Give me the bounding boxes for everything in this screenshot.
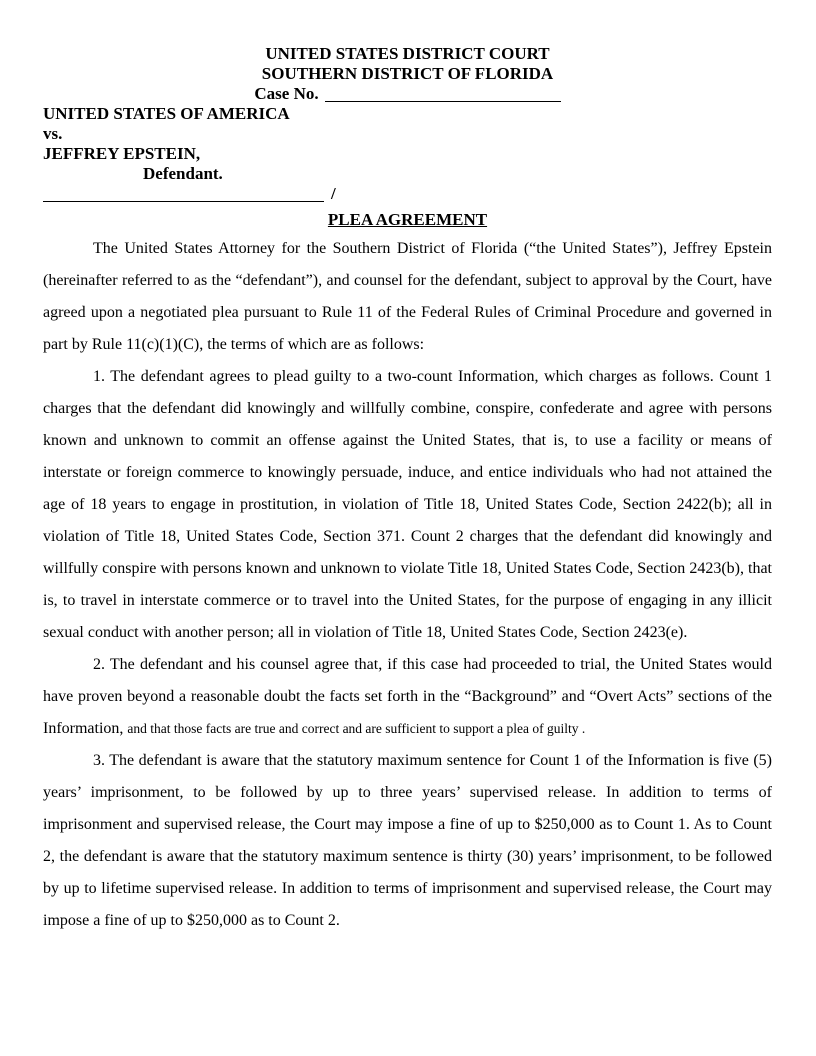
paragraph-2-normal-text: 2. The defendant and his counsel agree that, if this case had proceeded to trial, the United States would have proven beyond a reasonable doubt the facts set forth in the “Background” and “Overt Acts” sections of the Information, [43,656,772,737]
caption-separator-line [43,186,324,202]
defendant-name: JEFFREY EPSTEIN, [43,144,201,163]
case-number-row [43,84,772,104]
case-number-blank-line [325,86,561,102]
paragraph-intro: The United States Attorney for the Southern District of Florida (“the United States”), Jeffrey Epstein (hereinafter referred to as the “defendant”), and counsel for the defendant, subject to approval by the Court, have agreed upon a negotiated plea pursuant to Rule 11 of the Federal Rules of Criminal Procedure and governed in part by Rule 11(c)(1)(C), the terms of which are as follows: [43,240,772,353]
paragraph-2-small-text: and that those facts are true and correct and are sufficient to support a plea of guilty . [127,721,586,736]
court-header [43,44,772,84]
caption-separator [43,184,772,204]
document-body [43,233,772,937]
case-caption [43,104,772,184]
paragraph-1-charges: 1. The defendant agrees to plead guilty to a two-count Information, which charges as follows. Count 1 charges that the defendant did knowingly and willfully combine, conspire, confederate and agree with persons known and unknown to commit an offense against the United States, that is, to use a facility or means of interstate or foreign commerce to knowingly persuade, induce, and entice individuals who had not attained the age of 18 years to engage in prostitution, in violation of Title 18, United States Code, Section 2422(b); all in violation of Title 18, United States Code, Section 371. Count 2 charges that the defendant did knowingly and willfully conspire with persons known and unknown to violate Title 18, United States Code, Section 2423(b), that is, to travel in interstate commerce or to travel into the United States, for the purpose of engaging in any illicit sexual conduct with another person; all in violation of Title 18, United States Code, Section 2423(e). [43,368,772,641]
document-title [43,210,772,230]
court-name: UNITED STATES DISTRICT COURT [265,44,550,63]
plaintiff-name: UNITED STATES OF AMERICA [43,104,290,123]
vs-label: vs. [43,124,63,143]
case-number-label: Case No. [254,84,319,103]
caption-separator-slash: / [331,184,336,203]
defendant-role-label: Defendant. [143,164,223,183]
paragraph-3-maximum-sentence: 3. The defendant is aware that the statutory maximum sentence for Count 1 of the Information is five (5) years’ imprisonment, to be followed by up to three years’ supervised release. In addition to terms of imprisonment and supervised release, the Court may impose a fine of up to $250,000 as to Count 1. As to Count 2, the defendant is aware that the statutory maximum sentence is thirty (30) years’ imprisonment, to be followed by up to lifetime supervised release. In addition to terms of imprisonment and supervised release, the Court may impose a fine of up to $250,000 as to Count 2. [43,752,772,929]
paragraph-2-factual-basis [43,649,772,745]
district-name: SOUTHERN DISTRICT OF FLORIDA [261,64,554,83]
document-title-text: PLEA AGREEMENT [327,210,488,229]
